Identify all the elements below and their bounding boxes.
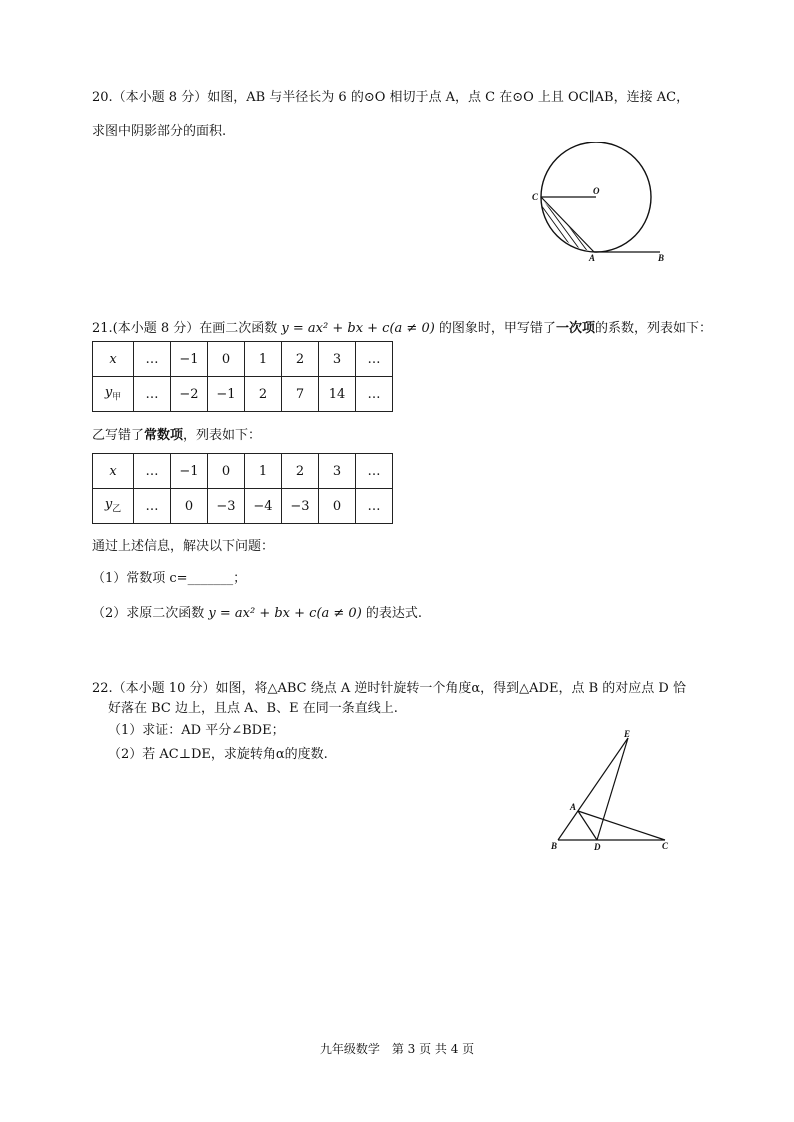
table-cell: … (356, 377, 393, 412)
q21-line1-c: 的系数，列表如下： (594, 321, 712, 336)
q22-part1: （1）求证：AD 平分∠BDE； (108, 723, 285, 738)
table-cell: −2 (171, 377, 208, 412)
q21-line1-b: 的图象时，甲写错了 (434, 321, 556, 336)
table-cell: 0 (208, 342, 245, 377)
table-cell: … (134, 377, 171, 412)
table-jia-row-x (93, 342, 393, 377)
segment-ad (578, 811, 597, 840)
q20-circle-figure (528, 142, 668, 267)
q22-line1: 22.（本小题 10 分）如图，将△ABC 绕点 A 逆时针旋转一个角度α，得到△ADE，点 B 的对应点 D 恰 (92, 681, 686, 696)
table-cell: 2 (245, 377, 282, 412)
table-cell: −1 (208, 377, 245, 412)
table-cell: … (356, 454, 393, 489)
q21-bold-const: 常数项 (144, 428, 184, 443)
table-jia-y-label: $y_甲$ (93, 377, 134, 412)
table-yi-x-label: x (93, 454, 134, 489)
q22-part2: （2）若 AC⊥DE，求旋转角α的度数. (108, 747, 328, 762)
q20-line1: 20.（本小题 8 分）如图，AB 与半径长为 6 的⊙O 相切于点 A，点 C 在⊙O 上且 OC∥AB，连接 AC， (92, 90, 690, 105)
table-yi-y-label: $y_乙$ (93, 489, 134, 524)
table-cell: … (134, 489, 171, 524)
table-cell: 14 (319, 377, 356, 412)
table-cell: −1 (171, 342, 208, 377)
table-cell: 0 (208, 454, 245, 489)
segment-ac (578, 811, 665, 840)
table-cell: −3 (282, 489, 319, 524)
table-cell: … (134, 342, 171, 377)
q21-formula: y = ax² + bx + c(a ≠ 0) (281, 321, 435, 336)
label-e: E (624, 729, 631, 739)
q21-part1: （1）常数项 c=_______； (92, 571, 247, 586)
label-c: C (532, 192, 539, 202)
label-b: B (658, 253, 665, 263)
label-b: B (551, 841, 558, 851)
table-yi (92, 453, 393, 524)
table-cell: … (356, 342, 393, 377)
q21-part2-formula: y = ax² + bx + c(a ≠ 0) (208, 606, 362, 621)
table-cell: −1 (171, 454, 208, 489)
table-jia (92, 341, 393, 412)
q21-line1-a: 21.(本小题 8 分）在画二次函数 (92, 321, 282, 336)
table-cell: 3 (319, 454, 356, 489)
table-cell: 2 (282, 342, 319, 377)
table-yi-row-x (93, 454, 393, 489)
label-a: A (589, 253, 596, 263)
label-o: O (593, 186, 600, 196)
table-cell: −3 (208, 489, 245, 524)
table-cell: 0 (171, 489, 208, 524)
q21-line1 (92, 320, 712, 338)
q21-bold-term: 一次项 (555, 321, 595, 336)
table-cell: … (356, 489, 393, 524)
segment-ed (597, 738, 628, 840)
table-cell: 2 (282, 454, 319, 489)
table-yi-row-y (93, 489, 393, 524)
q21-line3: 通过上述信息，解决以下问题： (92, 539, 275, 554)
q22-line2: 好落在 BC 边上，且点 A、B、E 在同一条直线上. (108, 701, 398, 716)
q21-line2: 乙写错了常数项，列表如下： (92, 428, 262, 443)
q20-line2: 求图中阴影部分的面积. (92, 124, 227, 139)
page-footer: 九年级数学 第 3 页 共 4 页 (319, 1042, 475, 1056)
q22-triangle-figure (546, 728, 676, 853)
table-cell: 1 (245, 454, 282, 489)
q21-part2: （2）求原二次函数 y = ax² + bx + c(a ≠ 0) 的表达式. (92, 606, 423, 621)
table-cell: … (134, 454, 171, 489)
label-d: D (594, 842, 601, 852)
label-c: C (662, 841, 669, 851)
table-cell: 3 (319, 342, 356, 377)
table-cell: −4 (245, 489, 282, 524)
table-cell: 7 (282, 377, 319, 412)
table-cell: 1 (245, 342, 282, 377)
label-a: A (570, 802, 577, 812)
table-jia-row-y (93, 377, 393, 412)
table-cell: 0 (319, 489, 356, 524)
table-jia-x-label: x (93, 342, 134, 377)
